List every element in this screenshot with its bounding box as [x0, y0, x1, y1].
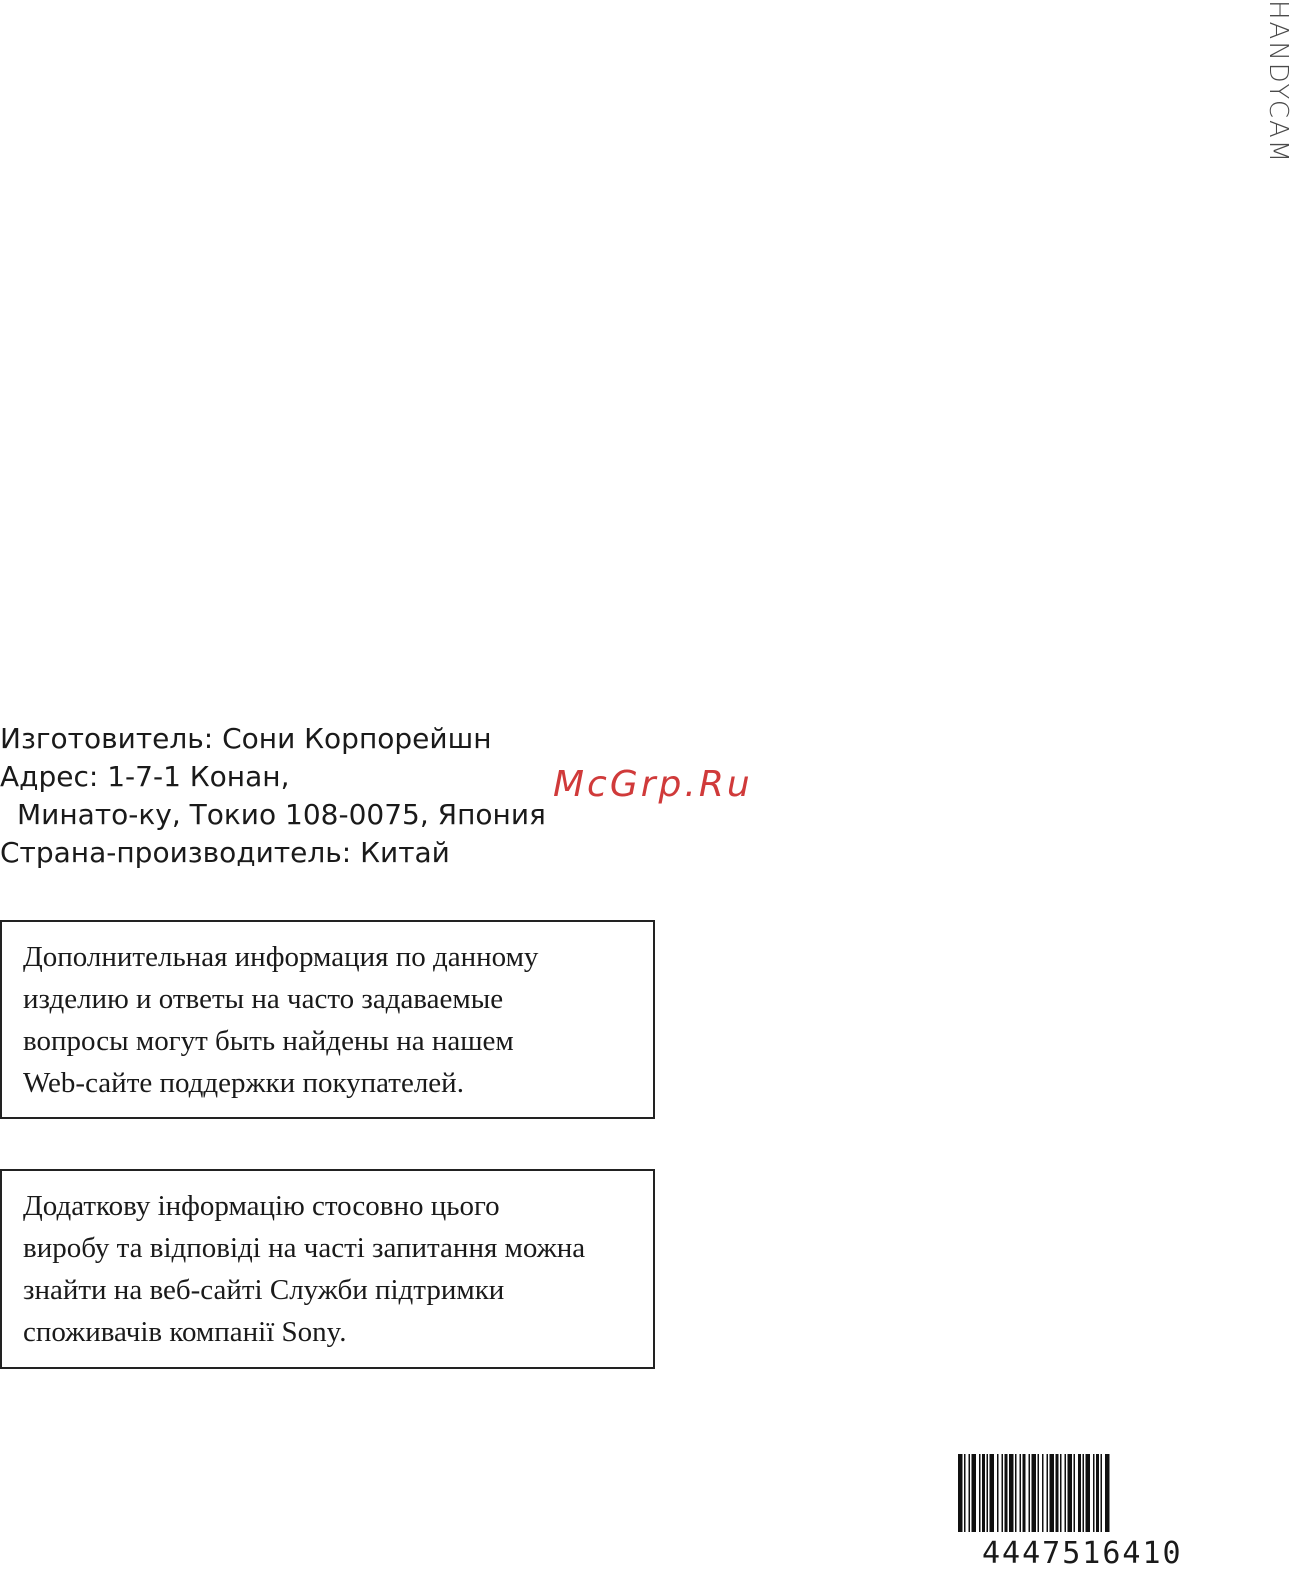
- handycam-vertical-logo: HANDYCAM: [1263, 0, 1293, 165]
- support-info-ua-line: знайти на веб-сайті Служби підтримки: [23, 1274, 505, 1306]
- support-info-box-ru: [0, 920, 655, 1119]
- watermark-text: McGrp.Ru: [553, 764, 753, 805]
- barcode-bars: [958, 1454, 1220, 1532]
- address-line: Адрес: 1-7-1 Конан,: [0, 760, 290, 793]
- support-info-ru-line: изделию и ответы на часто задаваемые: [23, 983, 504, 1015]
- support-info-ua-line: споживачів компанії Sony.: [23, 1316, 347, 1348]
- support-info-ru-line: Дополнительная информация по данному: [23, 941, 539, 973]
- country-of-origin-line: Страна-производитель: Китай: [0, 836, 450, 869]
- barcode-number: 4447516410: [982, 1536, 1183, 1571]
- support-info-ua-line: виробу та відповіді на часті запитання можна: [23, 1232, 586, 1264]
- address-city-line: Минато-ку, Токио 108-0075, Япония: [17, 798, 546, 831]
- support-info-ru-line: Web-сайте поддержки покупателей.: [23, 1067, 464, 1099]
- manufacturer-info: [0, 720, 546, 872]
- manufacturer-line: Изготовитель: Сони Корпорейшн: [0, 722, 492, 755]
- support-info-ua-line: Додаткову інформацію стосовно цього: [23, 1190, 500, 1222]
- support-info-ru-line: вопросы могут быть найдены на нашем: [23, 1025, 514, 1057]
- support-info-box-ua: [0, 1169, 655, 1369]
- barcode: [958, 1454, 1220, 1571]
